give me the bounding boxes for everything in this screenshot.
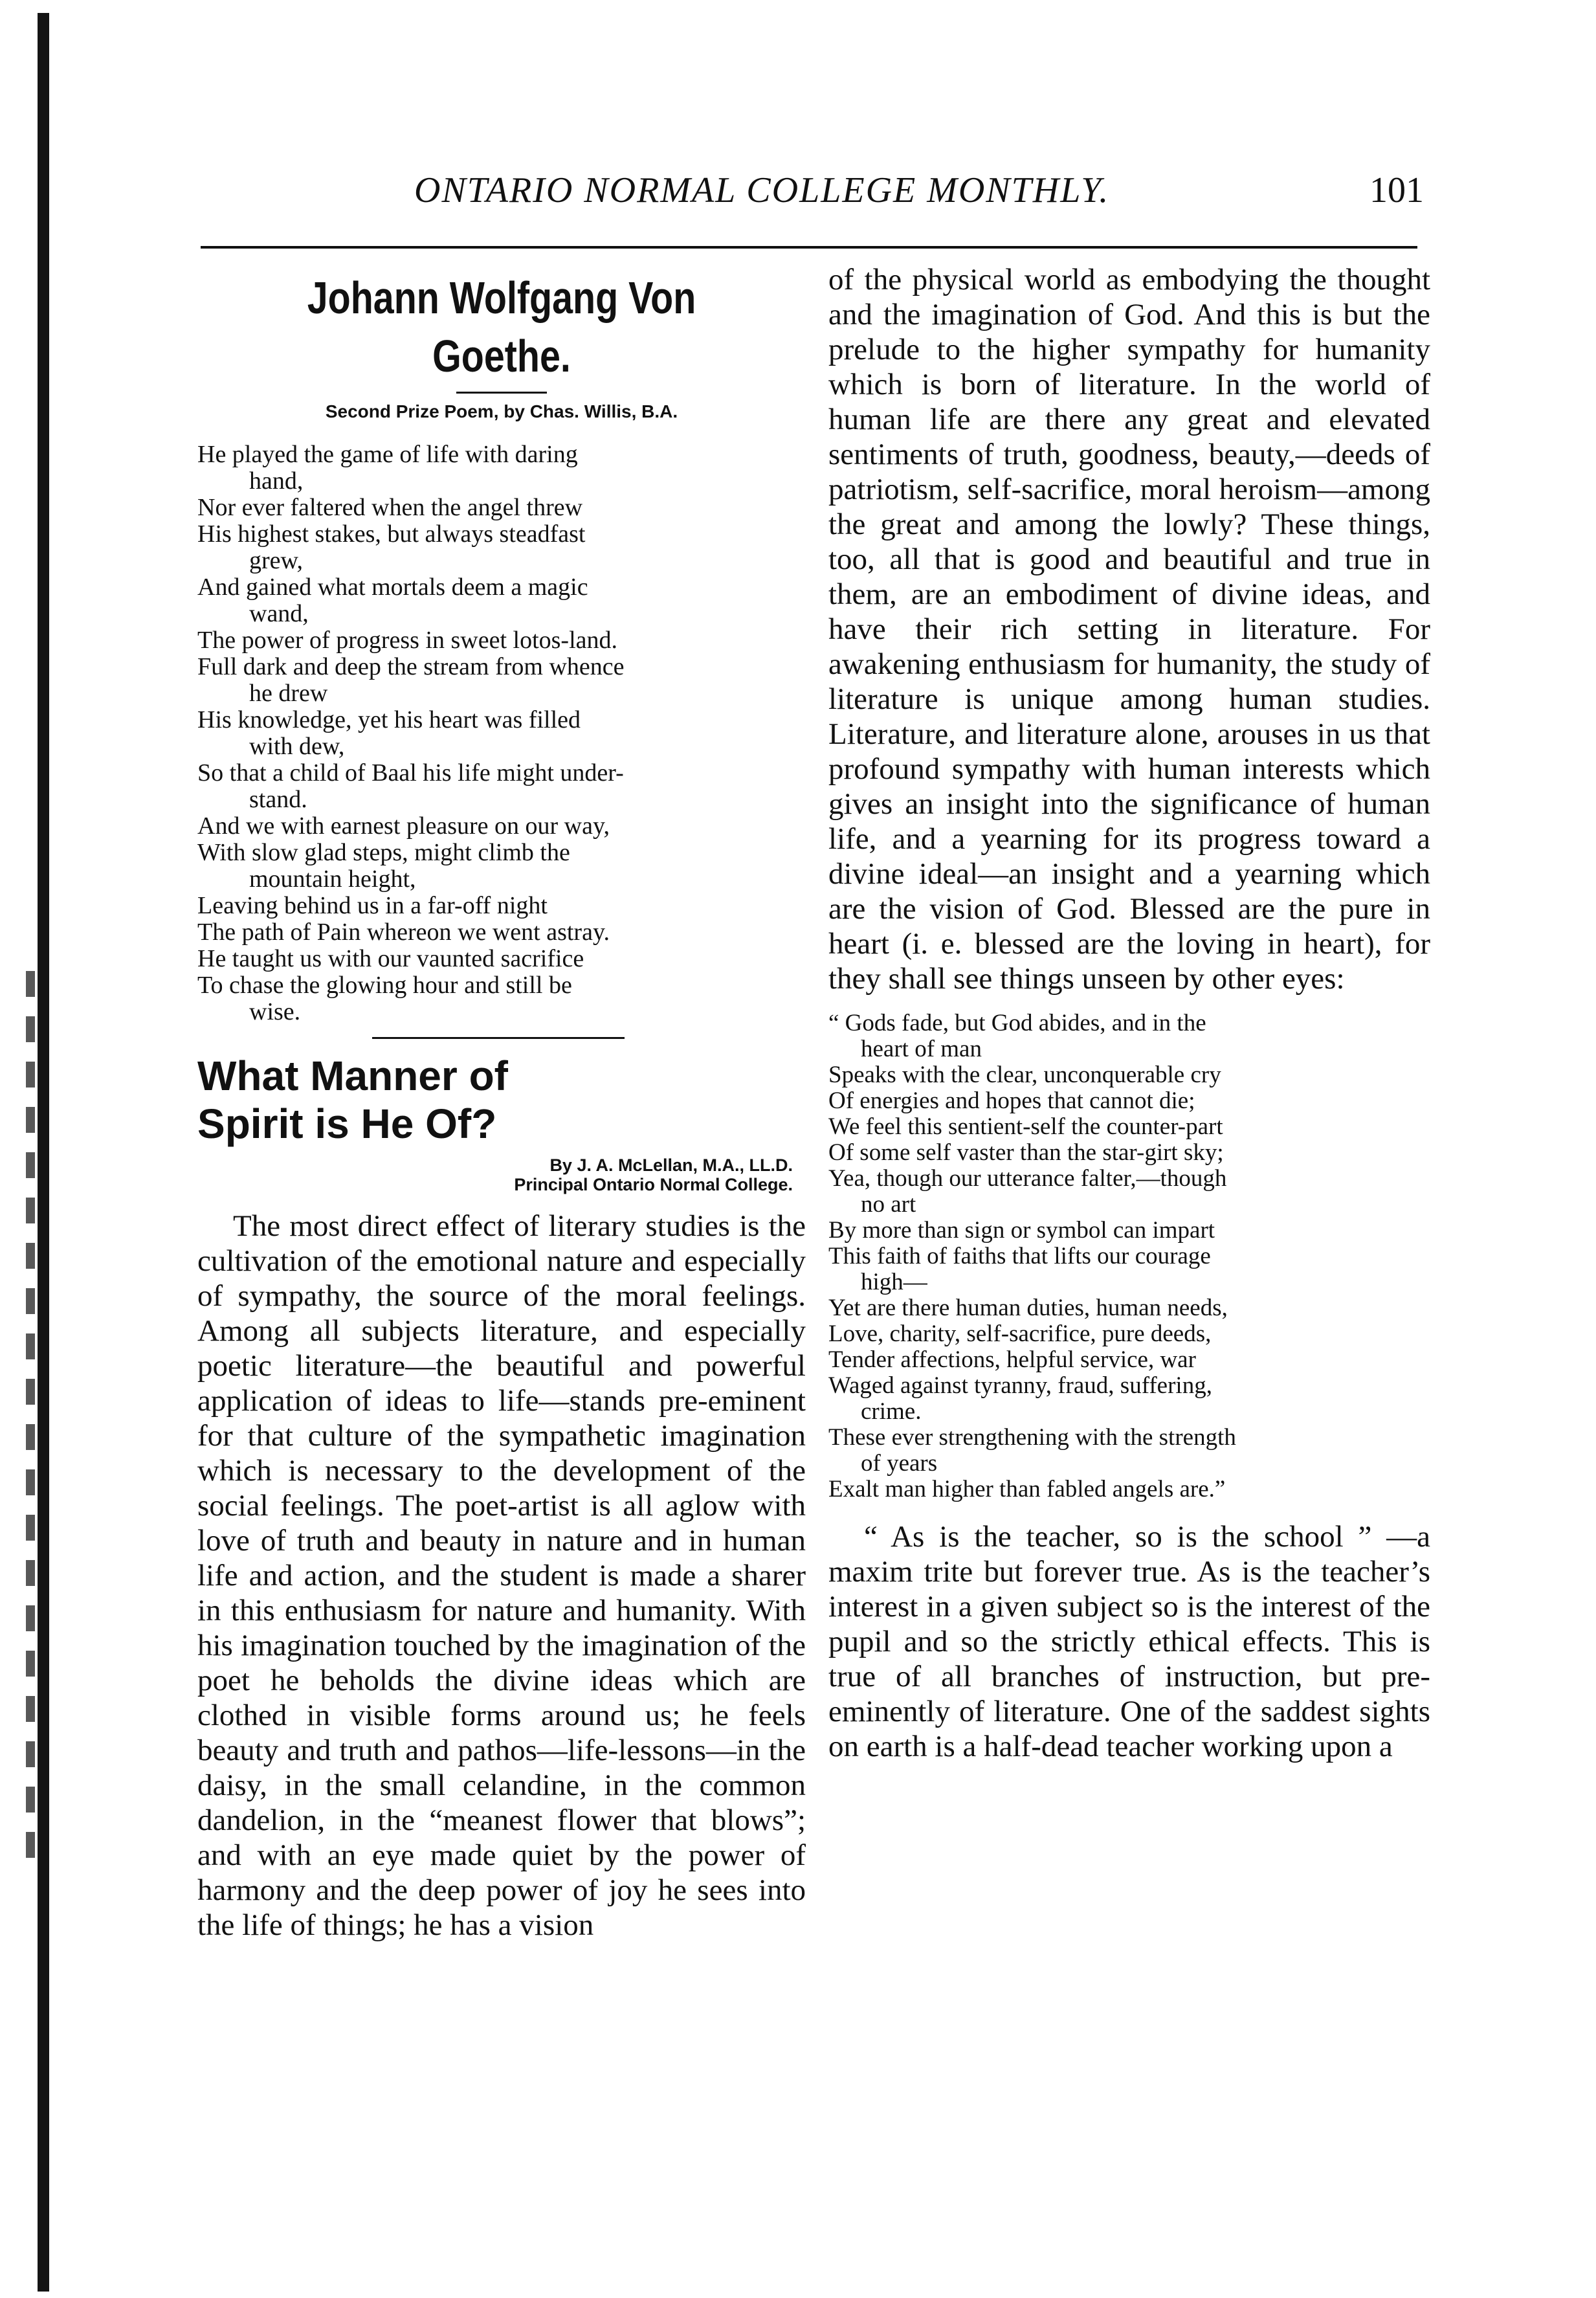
quote-line [828,1425,1430,1477]
article-paragraph-2 [828,1519,1430,1764]
quote-line [828,1140,1430,1166]
poem-line [197,760,806,813]
poem-line-text: And we with earnest pleasure on our way, [197,812,610,840]
article-paragraph-1-continued [828,262,1430,996]
quote-line-text: Tender affections, helpful service, war [828,1346,1196,1373]
quote-line [828,1088,1430,1114]
quote-line-text: We feel this sentient-self the counter-part [828,1113,1223,1140]
quote-line [828,1062,1430,1088]
poem-line-text: So that a child of Baal his life might under- [197,759,624,786]
poem-line-continuation: wand, [249,600,309,627]
quote-line-text: Yea, though our utterance falter,—though [828,1165,1227,1192]
page-binding-edge [38,13,49,2292]
article-paragraph-1 [197,1209,806,1943]
poem-line [197,495,806,521]
quote-line [828,1010,1430,1062]
poem-line [197,521,806,574]
poem-line [197,707,806,760]
running-title: ONTARIO NORMAL COLLEGE MONTHLY. [414,170,1110,210]
binding-stitching [26,971,35,1877]
quote-line-text: “ Gods fade, but God abides, and in the [828,1010,1206,1036]
quote-line [828,1218,1430,1244]
quote-line-continuation: crime. [861,1398,922,1425]
paragraph-text: “ As is the teacher, so is the school ” —a maxim trite but forever true. As is the teacher’s interest in a given subject so is the interest of the pupil and so the strictly ethical effects. This is true of all branches of instruction, but pre-eminently of literature. One of the saddest sights on earth is a half-dead teacher working upon a [828,1520,1430,1763]
quote-line [828,1295,1430,1321]
article-title-line-2: Spirit is He Of? [197,1100,497,1147]
poem-line [197,627,806,654]
quote-line-continuation: of years [861,1450,938,1477]
poem-line [197,813,806,840]
poem-line [197,893,806,919]
right-column [828,262,1430,1764]
quote-line-continuation: no art [861,1191,916,1218]
poem-line-text: With slow glad steps, might climb the [197,839,570,866]
title-rule [456,392,547,394]
poem-byline: Second Prize Poem, by Chas. Willis, B.A. [325,401,678,421]
poem-line-text: The path of Pain whereon we went astray. [197,919,610,946]
poem-line [197,946,806,972]
poem-line-text: Leaving behind us in a far-off night [197,892,548,919]
poem-line-text: The power of progress in sweet lotos-land. [197,627,618,654]
quote-line-text: Waged against tyranny, fraud, suffering, [828,1372,1212,1399]
paragraph-text: The most direct effect of literary studies is the cultivation of the emotional nature and especially of sympathy, the source of the moral feelings. Among all subjects literature, and especially poetic literature—the beautiful and powerful application of ideas to life—stands pre-eminent for that culture of the sympathetic imagination which is necessary to the development of the social feelings. The poet-artist is all aglow with love of truth and beauty in nature and in human life and action, and the student is made a sharer in this enthusiasm for nature and humanity. With his imagination touched by the imagination of the poet he beholds the divine ideas which are clothed in visible forms around us; he feels beauty and truth and pathos—life-lessons—in the daisy, in the small celandine, in the common dandelion, in the “meanest flower that blows”; and with an eye made quiet by the power of harmony and the deep power of joy he sees into the life of things; he has a vision [197,1209,806,1942]
quote-line [828,1373,1430,1425]
page-header [194,170,1424,228]
poem-line-text: And gained what mortals deem a magic [197,574,588,601]
quote-line-text: Of some self vaster than the star-girt sky; [828,1139,1224,1166]
poem-line-text: He taught us with our vaunted sacrifice [197,945,584,972]
poem-line-continuation: with dew, [249,733,345,760]
poem-line [197,654,806,707]
article-author-title: Principal Ontario Normal College. [514,1175,793,1194]
section-divider [372,1037,625,1039]
quote-line-text: Of energies and hopes that cannot die; [828,1088,1195,1114]
poem-line [197,574,806,627]
quote-line-continuation: heart of man [861,1036,982,1062]
quote-line-text: Yet are there human duties, human needs, [828,1295,1228,1321]
quote-line [828,1166,1430,1218]
quote-line-text: Exalt man higher than fabled angels are.” [828,1476,1226,1502]
quote-line [828,1244,1430,1295]
poem-line-continuation: wise. [249,998,301,1025]
left-column [197,262,806,1943]
quote-line-continuation: high— [861,1269,927,1295]
poem-line [197,972,806,1025]
poem-line-text: To chase the glowing hour and still be [197,972,572,999]
article-title [197,1052,806,1148]
poem-line-text: His knowledge, yet his heart was filled [197,706,581,733]
poem-title: Johann Wolfgang Von Goethe. [307,273,696,381]
poem-line [197,840,806,893]
quote-line [828,1347,1430,1373]
poem-body [197,441,806,1025]
poem-line-text: He played the game of life with daring [197,441,578,468]
quote-line [828,1321,1430,1347]
quote-line-text: By more than sign or symbol can impart [828,1217,1215,1244]
poem-line-text: Nor ever faltered when the angel threw [197,494,583,521]
article-title-line-1: What Manner of [197,1053,508,1099]
article-author: By J. A. McLellan, M.A., LL.D. [549,1155,793,1175]
page-number: 101 [1369,170,1424,210]
poem-line-continuation: mountain height, [249,865,416,893]
poem-line [197,441,806,495]
quote-line-text: These ever strengthening with the strength [828,1424,1236,1451]
poem-line-continuation: grew, [249,547,303,574]
quote-line-text: This faith of faiths that lifts our courage [828,1243,1211,1269]
poem-line-continuation: he drew [249,680,328,707]
quote-line-text: Love, charity, self-sacrifice, pure deeds, [828,1321,1212,1347]
poem-line-continuation: stand. [249,786,307,813]
block-quote [828,1010,1430,1502]
poem-line-text: His highest stakes, but always steadfast [197,520,586,548]
header-rule [201,246,1417,249]
poem-line-continuation: hand, [249,467,304,495]
poem-line-text: Full dark and deep the stream from whence [197,653,625,680]
quote-line-text: Speaks with the clear, unconquerable cry [828,1062,1221,1088]
poem-line [197,919,806,946]
quote-line [828,1114,1430,1140]
paragraph-text: of the physical world as embodying the thought and the imagination of God. And this is but the prelude to the higher sympathy for humanity which is born of literature. In the world of human life are there any great and elevated sentiments of truth, goodness, beauty,—deeds of patriotism, self-sacrifice, moral heroism—among the great and among the lowly? These things, too, all that is good and beautiful and true in them, are an embodiment of divine ideas, and have their rich setting in literature. For awakening enthusiasm for humanity, the study of literature is unique among human studies. Literature, and literature alone, arouses in us that profound sympathy with human interests which gives an insight into the significance of human life, and a yearning for its progress toward a divine ideal—an insight and a yearning which are the vision of God. Blessed are the pure in heart (i. e. blessed are the loving in heart), for they shall see things unseen by other eyes: [828,263,1430,996]
quote-line [828,1477,1430,1502]
